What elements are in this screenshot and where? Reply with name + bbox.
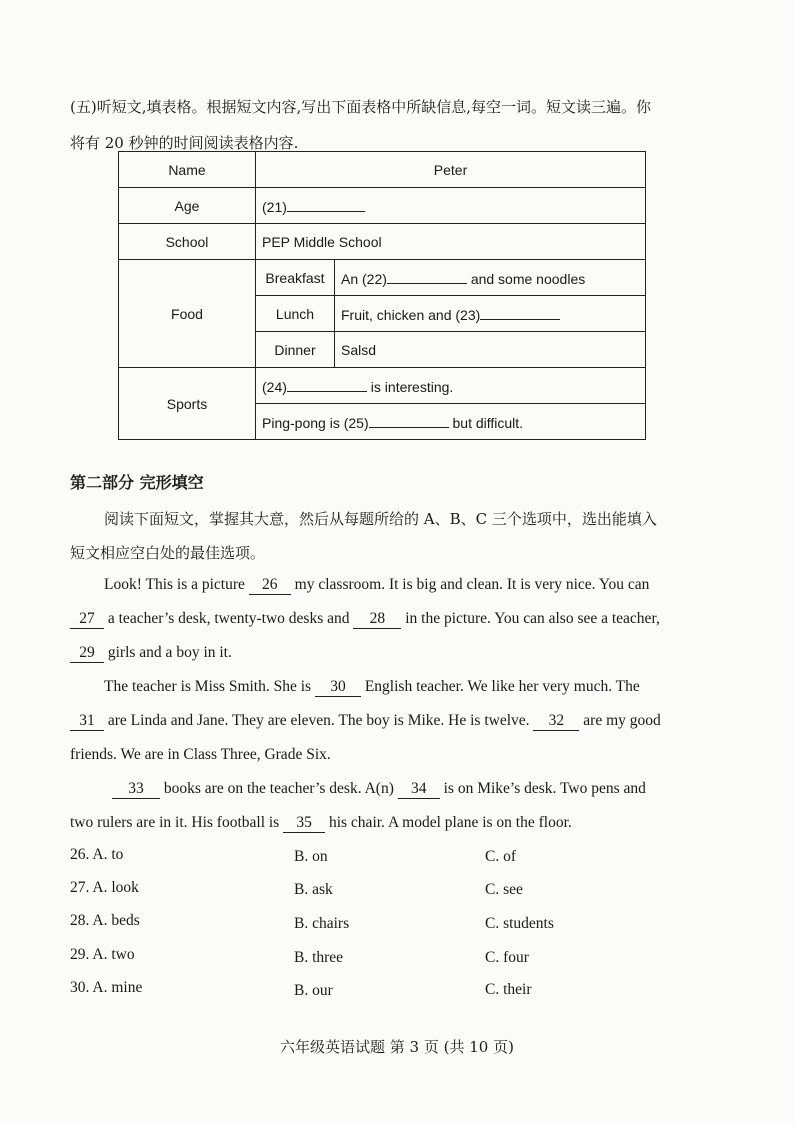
section-title: 第二部分 完形填空 (70, 473, 204, 492)
listening-table (118, 151, 646, 440)
passage-line-4 (104, 678, 640, 697)
option-b-28[interactable]: B. chairs (294, 915, 350, 932)
passage-text: his chair. A model plane is on the floor. (328, 814, 572, 831)
cloze-number-33: 33 (112, 780, 160, 799)
sports-label: Sports (119, 368, 256, 440)
option-b-30[interactable]: B. our (294, 982, 333, 999)
breakfast-cell (335, 260, 646, 296)
answer-blank-22[interactable] (387, 269, 467, 284)
answer-blank-23[interactable] (480, 305, 560, 320)
part2-instruction-line1: 阅读下面短文，掌握其大意，然后从每题所给的 A、B、C 三个选项中，选出能填入 (104, 510, 657, 528)
passage-text: two rulers are in it. His football is (70, 814, 280, 831)
passage-line-8 (70, 814, 572, 833)
name-label: Name (119, 152, 256, 188)
option-a-28[interactable]: 28. A. beds (70, 912, 140, 929)
dinner-label: Dinner (256, 332, 335, 368)
cloze-number-29: 29 (70, 644, 104, 663)
part2-instruction-line2: 短文相应空白处的最佳选项。 (70, 544, 266, 562)
part5-instruction-line1: (五)听短文,填表格。根据短文内容,写出下面表格中所缺信息,每空一词。短文读三遍。你 (70, 98, 652, 116)
sports-row1-pre: (24) (262, 378, 287, 395)
passage-text: is on Mike’s desk. Two pens and (443, 780, 646, 797)
passage-text: friends. We are in Class Three, Grade Six. (70, 746, 331, 763)
cloze-number-31: 31 (70, 712, 104, 731)
breakfast-label: Breakfast (256, 260, 335, 296)
passage-text: my classroom. It is big and clean. It is very nice. You can (294, 576, 650, 593)
table-row-sports-1 (119, 368, 646, 404)
option-c-28[interactable]: C. students (485, 915, 554, 932)
cloze-number-34: 34 (398, 780, 440, 799)
table-row-school (119, 224, 646, 260)
name-value: Peter (256, 152, 646, 188)
table-row-age (119, 188, 646, 224)
answer-blank-24[interactable] (287, 377, 367, 392)
passage-line-2 (70, 610, 660, 629)
answer-blank-25[interactable] (369, 413, 449, 428)
school-value: PEP Middle School (256, 224, 646, 260)
lunch-label: Lunch (256, 296, 335, 332)
cloze-number-35: 35 (283, 814, 325, 833)
option-b-29[interactable]: B. three (294, 949, 344, 966)
sports-row1-cell (256, 368, 646, 404)
age-label: Age (119, 188, 256, 224)
option-a-27[interactable]: 27. A. look (70, 879, 139, 896)
cloze-number-30: 30 (315, 678, 361, 697)
option-c-26[interactable]: C. of (485, 848, 516, 865)
answer-blank-21[interactable] (287, 197, 365, 212)
passage-text: girls and a boy in it. (107, 644, 232, 661)
option-a-29[interactable]: 29. A. two (70, 946, 135, 963)
option-a-26[interactable]: 26. A. to (70, 846, 124, 863)
part5-instruction-line2: 将有 20 秒钟的时间阅读表格内容. (70, 134, 299, 152)
age-value: (21) (262, 198, 287, 215)
sports-row2-pre: Ping-pong is (25) (262, 414, 369, 431)
sports-row2-post: but difficult. (452, 414, 524, 431)
passage-line-7 (112, 780, 646, 799)
option-b-26[interactable]: B. on (294, 848, 328, 865)
page-footer: 六年级英语试题 第 3 页 (共 10 页) (280, 1038, 514, 1056)
passage-line-1 (104, 576, 649, 595)
passage-line-3 (70, 644, 232, 663)
sports-row1-post: is interesting. (370, 378, 454, 395)
passage-line-5 (70, 712, 661, 731)
passage-text: are my good (583, 712, 661, 729)
passage-text: books are on the teacher’s desk. A(n) (163, 780, 394, 797)
passage-text: The teacher is Miss Smith. She is (104, 678, 312, 695)
cloze-number-26: 26 (249, 576, 291, 595)
age-cell (256, 188, 646, 224)
option-c-30[interactable]: C. their (485, 981, 532, 998)
lunch-pre: Fruit, chicken and (23) (341, 306, 481, 323)
option-c-29[interactable]: C. four (485, 949, 529, 966)
lunch-cell (335, 296, 646, 332)
sports-row2-cell (256, 404, 646, 440)
passage-text: English teacher. We like her very much. The (364, 678, 640, 695)
table-row-breakfast (119, 260, 646, 296)
dinner-value: Salsd (335, 332, 646, 368)
cloze-number-27: 27 (70, 610, 104, 629)
passage-line-6 (70, 746, 331, 764)
passage-text: Look! This is a picture (104, 576, 245, 593)
option-a-30[interactable]: 30. A. mine (70, 979, 143, 996)
option-b-27[interactable]: B. ask (294, 881, 333, 898)
option-c-27[interactable]: C. see (485, 881, 523, 898)
passage-text: in the picture. You can also see a teacher, (405, 610, 660, 627)
breakfast-post: and some noodles (470, 270, 586, 287)
table-row-name (119, 152, 646, 188)
passage-text: a teacher’s desk, twenty-two desks and (107, 610, 350, 627)
cloze-number-28: 28 (353, 610, 401, 629)
breakfast-pre: An (22) (341, 270, 387, 287)
food-label: Food (119, 260, 256, 368)
passage-text: are Linda and Jane. They are eleven. The boy is Mike. He is twelve. (107, 712, 530, 729)
school-label: School (119, 224, 256, 260)
cloze-number-32: 32 (533, 712, 579, 731)
